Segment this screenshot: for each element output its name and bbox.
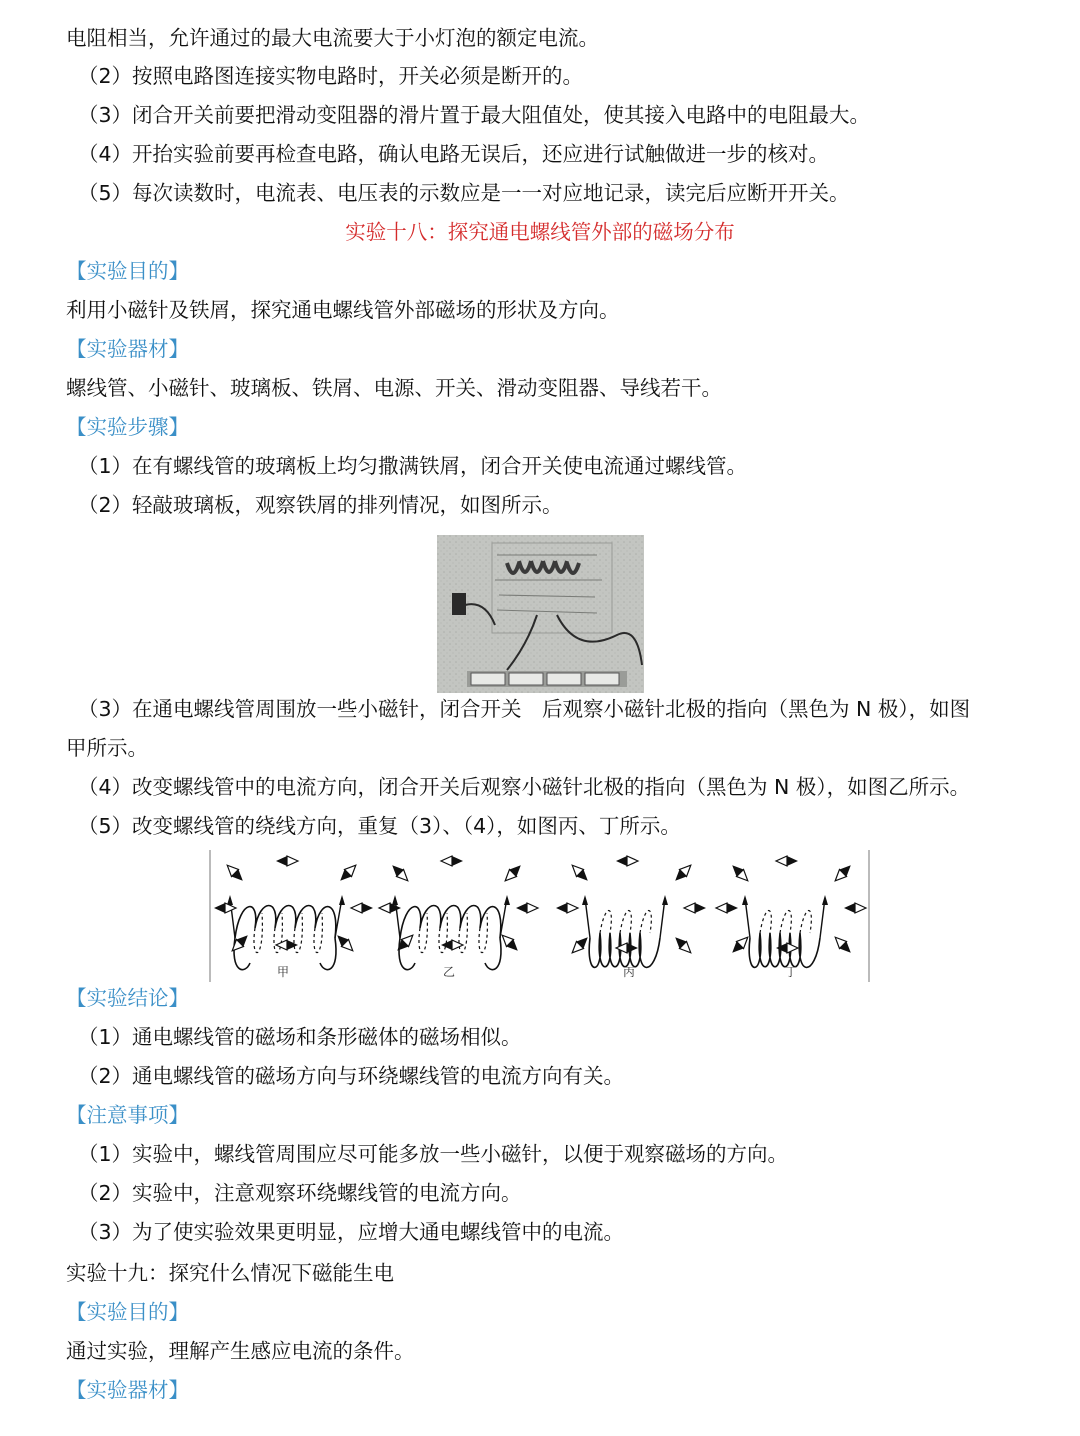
caption-yi: 乙 — [443, 965, 456, 979]
exp19-purpose-text: 通过实验，理解产生感应电流的条件。 — [66, 1339, 415, 1363]
conclusion-heading: 【实验结论】 — [66, 986, 189, 1010]
experiment-18-title: 实验十八：探究通电螺线管外部的磁场分布 — [345, 220, 735, 244]
step-1: （1）在有螺线管的玻璃板上均匀撒满铁屑，闭合开关使电流通过螺线管。 — [78, 454, 748, 478]
caption-jia: 甲 — [277, 965, 290, 979]
step-4: （4）改变螺线管中的电流方向，闭合开关后观察小磁针北极的指向（黑色为 N 极），如图乙所示。 — [78, 775, 971, 799]
conclusion-2: （2）通电螺线管的磁场方向与环绕螺线管的电流方向有关。 — [78, 1064, 625, 1088]
caption-bing: 丙 — [623, 965, 636, 979]
note-item-3: （3）闭合开关前要把滑动变阻器的滑片置于最大阻值处，使其接入电路中的电阻最大。 — [78, 103, 871, 127]
experiment-19-title: 实验十九：探究什么情况下磁能生电 — [66, 1261, 394, 1285]
note-item-4: （4）开抬实验前要再检查电路，确认电路无误后，还应进行试触做进一步的核对。 — [78, 142, 830, 166]
notes-heading: 【注意事项】 — [66, 1103, 189, 1127]
steps-heading: 【实验步骤】 — [66, 415, 189, 439]
step-3-line-1: （3）在通电螺线管周围放一些小磁针，闭合开关 后观察小磁针北极的指向（黑色为 N 极），如图 — [78, 697, 971, 721]
purpose-text: 利用小磁针及铁屑，探究通电螺线管外部磁场的形状及方向。 — [66, 298, 620, 322]
step-2: （2）轻敲玻璃板，观察铁屑的排列情况，如图所示。 — [78, 493, 563, 517]
step-3-line-2: 甲所示。 — [66, 736, 148, 760]
iron-filings-photo — [437, 535, 644, 693]
conclusion-1: （1）通电螺线管的磁场和条形磁体的磁场相似。 — [78, 1025, 522, 1049]
note-2: （2）实验中，注意观察环绕螺线管的电流方向。 — [78, 1181, 522, 1205]
equipment-heading: 【实验器材】 — [66, 337, 189, 361]
text-line-resistance: 电阻相当，允许通过的最大电流要大于小灯泡的额定电流。 — [66, 26, 599, 50]
exp19-equipment-heading: 【实验器材】 — [66, 1378, 189, 1402]
purpose-heading: 【实验目的】 — [66, 259, 189, 283]
caption-ding: 丁 — [785, 965, 798, 979]
step-5: （5）改变螺线管的绕线方向，重复（3）、（4），如图丙、丁所示。 — [78, 814, 681, 838]
solenoid-compass-diagrams — [205, 848, 875, 988]
exp19-purpose-heading: 【实验目的】 — [66, 1300, 189, 1324]
note-1: （1）实验中，螺线管周围应尽可能多放一些小磁针，以便于观察磁场的方向。 — [78, 1142, 789, 1166]
note-item-5: （5）每次读数时，电流表、电压表的示数应是一一对应地记录，读完后应断开开关。 — [78, 181, 850, 205]
note-item-2: （2）按照电路图连接实物电路时，开关必须是断开的。 — [78, 64, 584, 88]
equipment-text: 螺线管、小磁针、玻璃板、铁屑、电源、开关、滑动变阻器、导线若干。 — [66, 376, 722, 400]
note-3: （3）为了使实验效果更明显，应增大通电螺线管中的电流。 — [78, 1220, 625, 1244]
